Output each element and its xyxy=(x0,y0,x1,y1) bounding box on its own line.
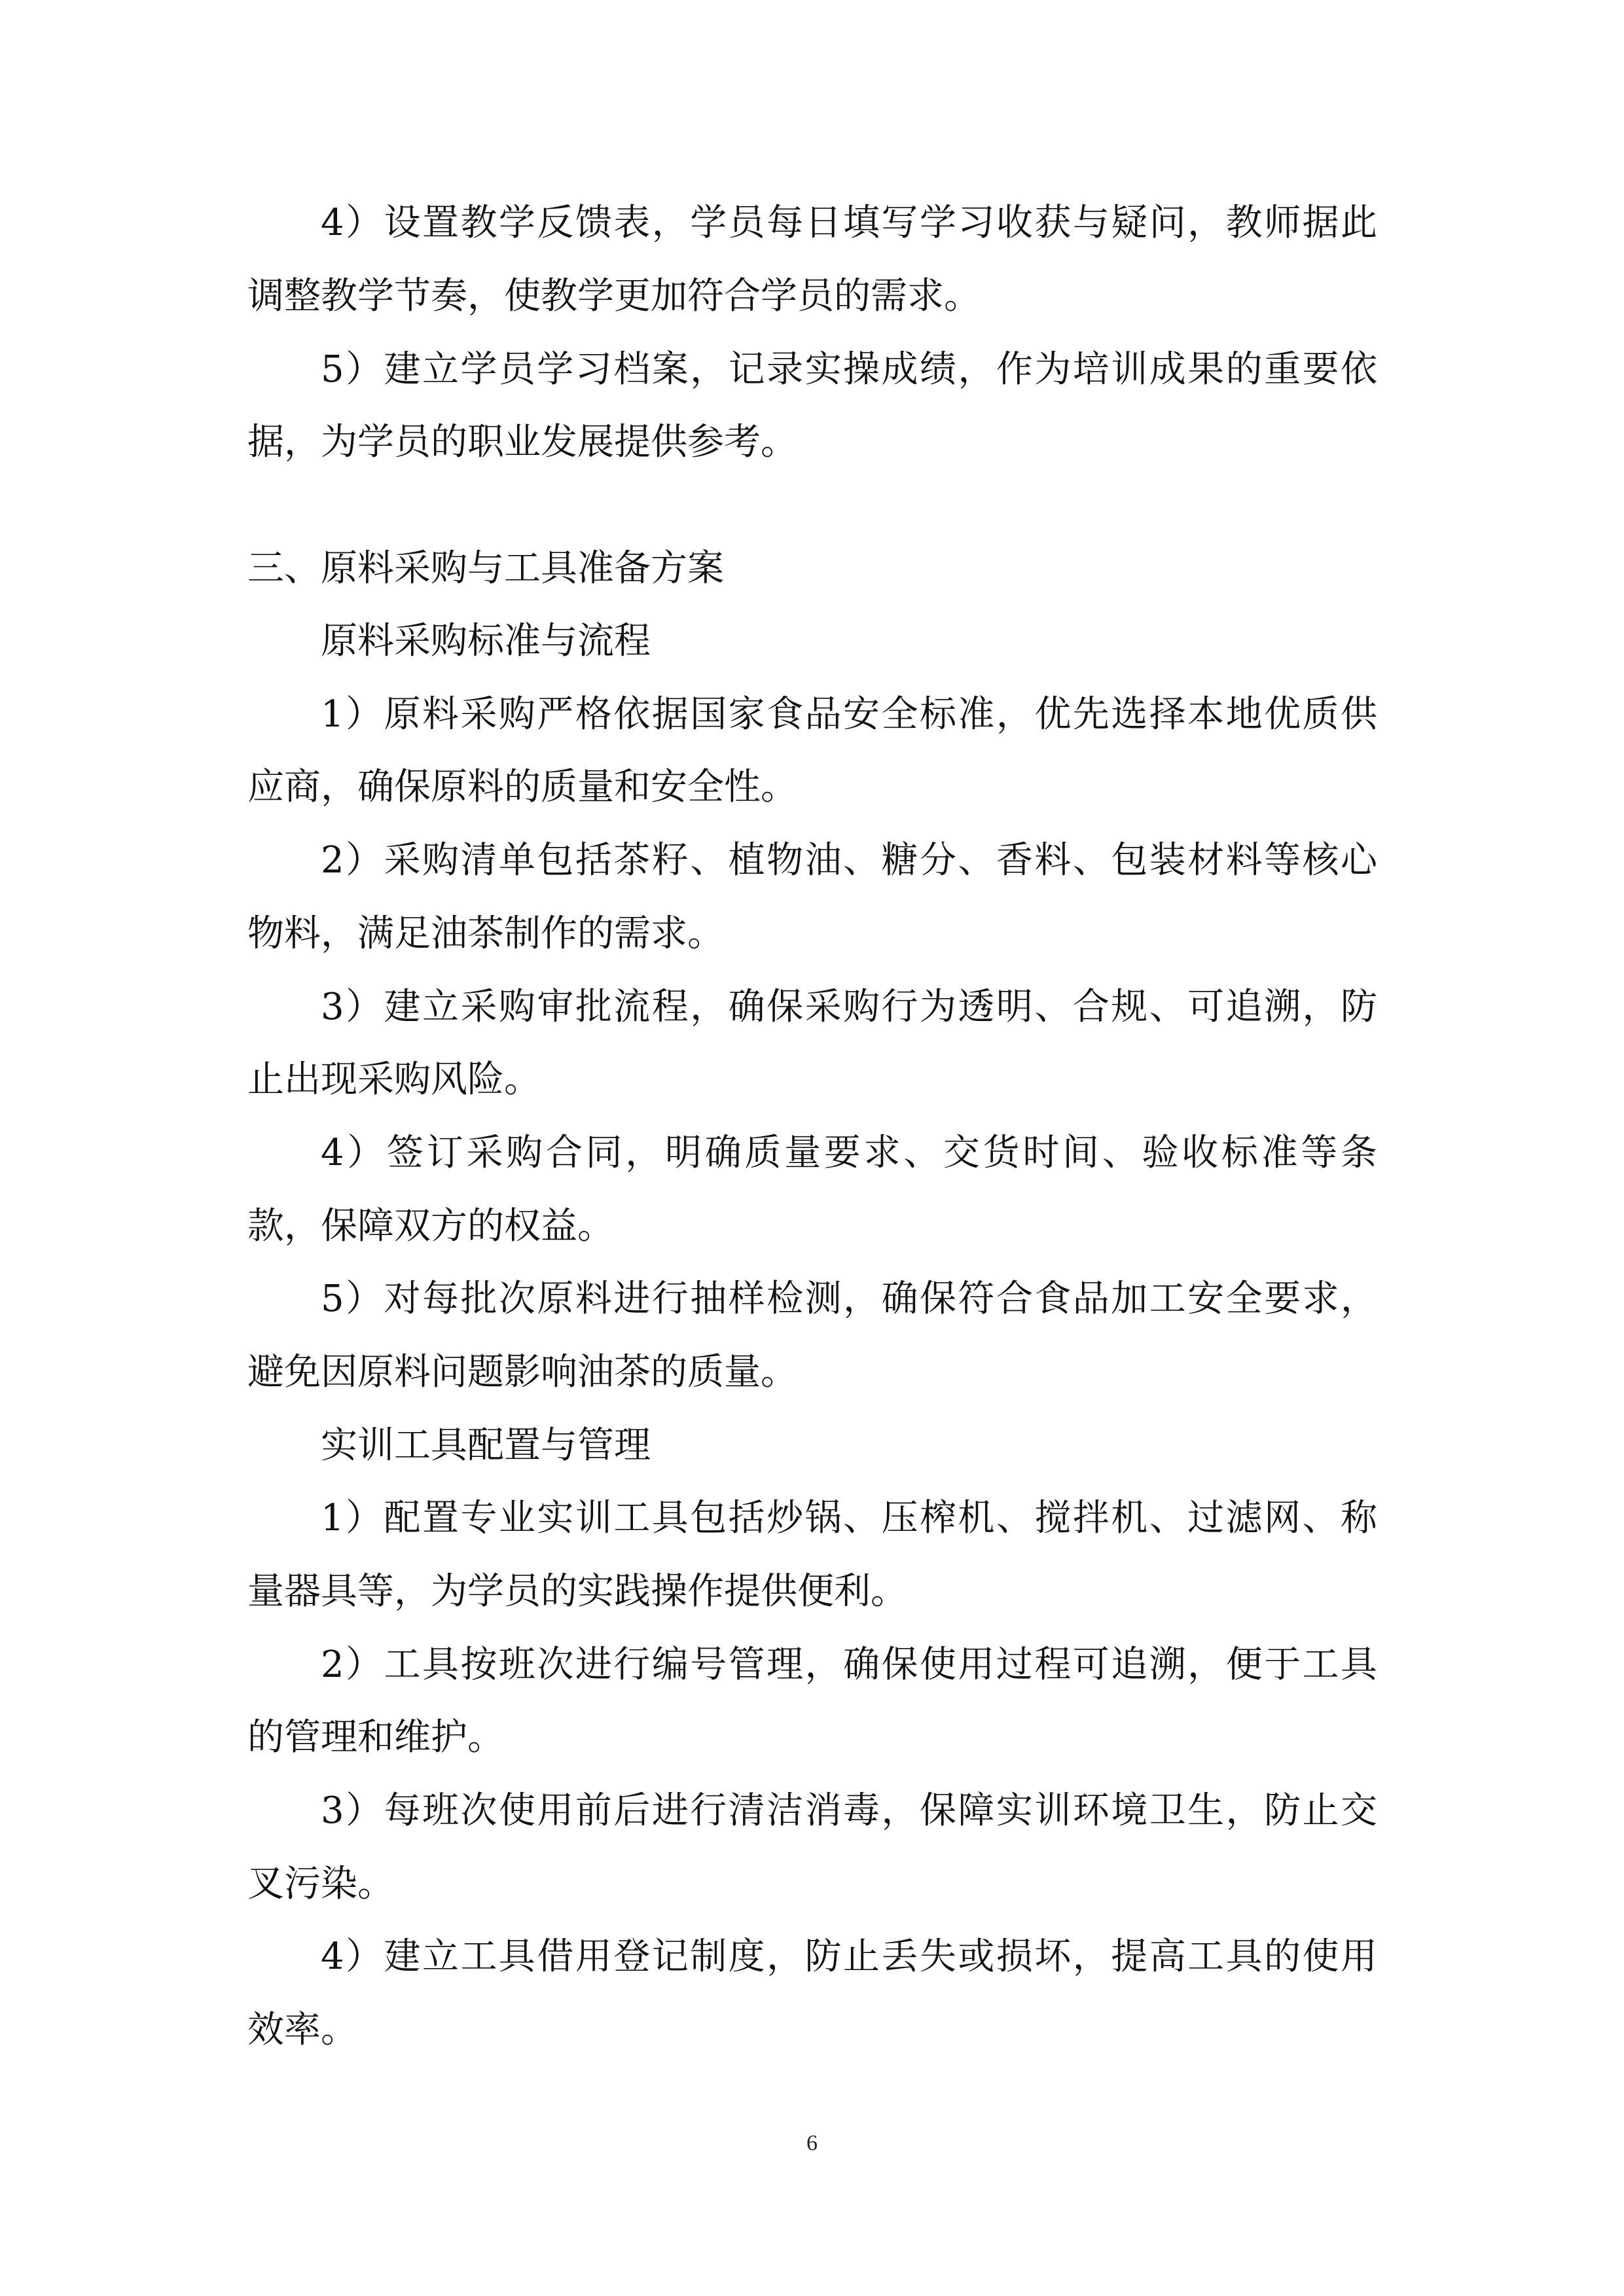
paragraph-line: 3）每班次使用前后进行清洁消毒，保障实训环境卫生，防止交 xyxy=(321,1789,1377,1832)
subsection-heading: 实训工具配置与管理 xyxy=(321,1424,651,1467)
paragraph-line: 2）采购清单包括茶籽、植物油、糖分、香料、包装材料等核心 xyxy=(321,839,1377,882)
paragraph-line: 物料，满足油茶制作的需求。 xyxy=(247,912,724,955)
page-number: 6 xyxy=(806,2131,818,2155)
paragraph-line: 量器具等，为学员的实践操作提供便利。 xyxy=(247,1570,907,1613)
paragraph-line: 4）建立工具借用登记制度，防止丢失或损坏，提高工具的使用 xyxy=(321,1935,1377,1978)
paragraph-line: 效率。 xyxy=(247,2009,357,2051)
section-heading: 三、原料采购与工具准备方案 xyxy=(247,547,724,590)
paragraph-line: 应商，确保原料的质量和安全性。 xyxy=(247,766,797,808)
paragraph-line: 3）建立采购审批流程，确保采购行为透明、合规、可追溯，防 xyxy=(321,986,1377,1028)
paragraph-line: 调整教学节奏，使教学更加符合学员的需求。 xyxy=(247,275,981,317)
paragraph-line: 5）建立学员学习档案，记录实操成绩，作为培训成果的重要依 xyxy=(321,348,1377,391)
paragraph-line: 的管理和维护。 xyxy=(247,1716,504,1759)
paragraph-line: 款，保障双方的权益。 xyxy=(247,1205,614,1247)
paragraph-line: 4）设置教学反馈表，学员每日填写学习收获与疑问，教师据此 xyxy=(321,202,1377,244)
paragraph-line: 叉污染。 xyxy=(247,1863,394,1905)
paragraph-line: 据，为学员的职业发展提供参考。 xyxy=(247,421,797,463)
paragraph-line: 避免因原料问题影响油茶的质量。 xyxy=(247,1351,797,1393)
paragraph-line: 1）原料采购严格依据国家食品安全标准，优先选择本地优质供 xyxy=(321,693,1377,736)
paragraph-line: 4）签订采购合同，明确质量要求、交货时间、验收标准等条 xyxy=(321,1132,1377,1174)
paragraph-line: 5）对每批次原料进行抽样检测，确保符合食品加工安全要求， xyxy=(321,1278,1377,1320)
paragraph-line: 1）配置专业实训工具包括炒锅、压榨机、搅拌机、过滤网、称 xyxy=(321,1497,1377,1539)
paragraph-line: 2）工具按班次进行编号管理，确保使用过程可追溯，便于工具 xyxy=(321,1643,1377,1686)
subsection-heading: 原料采购标准与流程 xyxy=(321,620,651,662)
paragraph-line: 止出现采购风险。 xyxy=(247,1058,541,1101)
